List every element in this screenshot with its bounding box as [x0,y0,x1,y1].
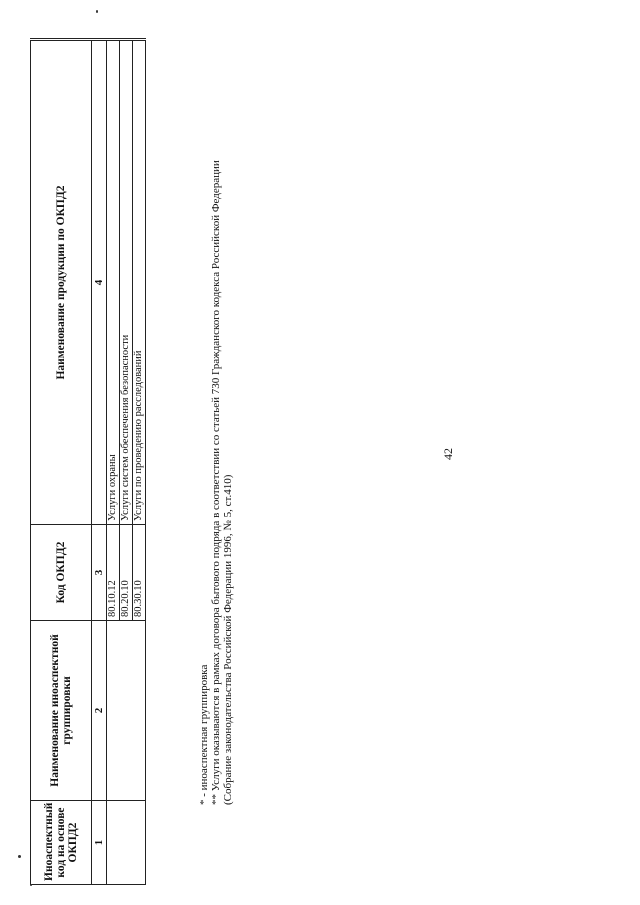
inoaspect-code-cell [107,801,146,885]
header-okpd2-code: Код ОКПД2 [31,525,92,621]
okpd2-code-cell: 80.30.10 [133,525,146,621]
header-inoaspect-group-name: Наименование иноаспектной группировки [31,621,92,801]
column-number: 1 [92,801,107,885]
header-inoaspect-code: Иноаспектный код на основе ОКПД2 [31,801,92,885]
column-number: 4 [92,40,107,525]
okpd2-product-table [30,38,146,885]
column-number-row [92,40,107,885]
product-name-cell: Услуги систем обеспечения безопасности [120,40,133,525]
inoaspect-group-cell [107,621,146,801]
column-number: 2 [92,621,107,801]
page-number: 42 [441,448,455,460]
footnote-double-asterisk: ** Услуги оказываются в рамках договора бытового подряда в соответствии со статьей 730 Гражданского кодекса Российской Федерации [210,160,222,805]
footnote-source: (Собрание законодательства Российской Федерации 1996, № 5, ст.410) [222,474,234,805]
product-name-cell: Услуги охраны [107,40,120,525]
footnote-asterisk: * - иноаспектная группировка [198,664,210,805]
scan-speck [30,884,32,886]
scan-speck [96,10,98,13]
okpd2-code-cell: 80.20.10 [120,525,133,621]
scan-speck [18,855,21,858]
table-header-row [31,40,92,885]
product-name-cell: Услуги по проведению расследований [133,40,146,525]
footnotes [198,25,234,805]
okpd2-code-cell: 80.10.12 [107,525,120,621]
column-number: 3 [92,525,107,621]
header-product-name: Наименование продукции по ОКПД2 [31,40,92,525]
table-row [107,40,120,885]
